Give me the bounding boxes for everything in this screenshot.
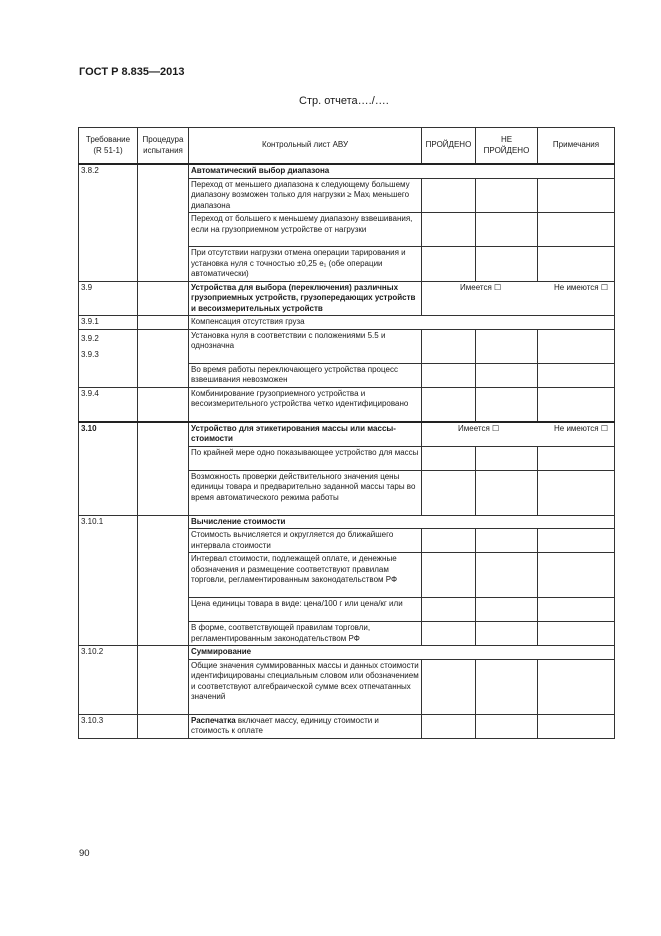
passed-cell[interactable]	[422, 446, 476, 470]
check-item: Общие значения суммированных массы и данных стоимости идентифицированы специальным словом или обозначением и соответствуют алгебраической сумме всех отпечатанных значений	[189, 659, 422, 714]
col-notes: Примечания	[538, 128, 615, 165]
presence-cell	[422, 422, 615, 447]
failed-cell[interactable]	[476, 553, 538, 598]
passed-cell[interactable]	[422, 363, 476, 387]
failed-cell[interactable]	[476, 598, 538, 622]
req-number: 3.10.1	[79, 515, 138, 646]
table-header	[79, 128, 615, 165]
notes-cell[interactable]	[538, 529, 615, 553]
check-item: Переход от меньшего диапазона к следующему большему диапазону возможен только для нагрузки ≥ Maxᵢ меньшего диапазона	[189, 178, 422, 213]
check-item: Комбинирование грузоприемного устройства и весоизмерительного устройства четко идентифицировано	[189, 387, 422, 422]
notes-cell[interactable]	[538, 178, 615, 213]
col-procedure: Процедура испытания	[138, 128, 189, 165]
procedure-cell	[138, 329, 189, 387]
notes-cell[interactable]	[538, 598, 615, 622]
standard-title: ГОСТ Р 8.835—2013	[79, 66, 185, 78]
failed-cell[interactable]	[476, 659, 538, 714]
check-item: Возможность проверки действительного значения цены единицы товара и предварительно заданной массы тары во время автоматического режима работы	[189, 470, 422, 515]
check-item: При отсутствии нагрузки отмена операции тарирования и установка нуля с точностью ±0,25 e₁ (обе операции автоматически)	[189, 247, 422, 282]
procedure-cell	[138, 515, 189, 646]
check-item	[189, 714, 422, 738]
report-page-ref: Стр. отчета…./….	[299, 95, 389, 107]
has-checkbox-label[interactable]: Имеется ☐	[458, 423, 500, 433]
procedure-cell	[138, 646, 189, 715]
procedure-cell	[138, 714, 189, 738]
passed-cell[interactable]	[422, 178, 476, 213]
passed-cell[interactable]	[422, 247, 476, 282]
col-requirement: Требование (R 51-1)	[79, 128, 138, 165]
req-number: 3.10.3	[79, 714, 138, 738]
notes-cell[interactable]	[538, 247, 615, 282]
procedure-cell	[138, 387, 189, 422]
table-row	[79, 164, 615, 178]
none-checkbox-label[interactable]: Не имеются ☐	[554, 423, 608, 433]
passed-cell[interactable]	[422, 714, 476, 738]
check-item: Стоимость вычисляется и округляется до ближайшего интервала стоимости	[189, 529, 422, 553]
section-title: Суммирование	[189, 646, 615, 660]
notes-cell[interactable]	[538, 213, 615, 247]
req-number: 3.9.1	[79, 316, 138, 330]
check-item: Установка нуля в соответствии с положениями 5.5 и однозначна	[189, 329, 422, 363]
notes-cell[interactable]	[538, 714, 615, 738]
failed-cell[interactable]	[476, 329, 538, 363]
notes-cell[interactable]	[538, 387, 615, 422]
table-row	[79, 646, 615, 660]
check-item: Интервал стоимости, подлежащей оплате, и денежные обозначения и размещение соответствуют правилам торговли, регламентированным законодательством РФ	[189, 553, 422, 598]
none-checkbox-label[interactable]: Не имеются ☐	[554, 282, 608, 292]
page-number: 90	[79, 848, 90, 859]
req-number: 3.9.4	[79, 387, 138, 422]
req-number	[79, 329, 138, 387]
presence-cell	[422, 281, 615, 316]
col-checklist: Контрольный лист АВУ	[189, 128, 422, 165]
printout-text: включает массу, единицу стоимости и стоимость к оплате	[191, 715, 379, 735]
check-item: По крайней мере одно показывающее устройство для массы	[189, 446, 422, 470]
failed-cell[interactable]	[476, 387, 538, 422]
passed-cell[interactable]	[422, 387, 476, 422]
col-passed: ПРОЙДЕНО	[422, 128, 476, 165]
req-number-a: 3.9.2	[81, 333, 99, 343]
table-row	[79, 316, 615, 330]
notes-cell[interactable]	[538, 622, 615, 646]
table-row	[79, 281, 615, 316]
notes-cell[interactable]	[538, 363, 615, 387]
failed-cell[interactable]	[476, 470, 538, 515]
checklist-table	[78, 127, 615, 739]
table-row	[79, 329, 615, 363]
failed-cell[interactable]	[476, 714, 538, 738]
procedure-cell	[138, 164, 189, 281]
req-number: 3.8.2	[79, 164, 138, 281]
check-item: Цена единицы товара в виде: цена/100 г или цена/кг или	[189, 598, 422, 622]
failed-cell[interactable]	[476, 446, 538, 470]
req-number-b: 3.9.3	[81, 350, 99, 359]
req-number: 3.10	[79, 422, 138, 516]
passed-cell[interactable]	[422, 553, 476, 598]
table-row	[79, 714, 615, 738]
failed-cell[interactable]	[476, 622, 538, 646]
table-row	[79, 422, 615, 447]
notes-cell[interactable]	[538, 553, 615, 598]
printout-bold-label: Распечатка	[191, 715, 236, 725]
notes-cell[interactable]	[538, 329, 615, 363]
passed-cell[interactable]	[422, 529, 476, 553]
passed-cell[interactable]	[422, 329, 476, 363]
failed-cell[interactable]	[476, 363, 538, 387]
failed-cell[interactable]	[476, 247, 538, 282]
notes-cell[interactable]	[538, 470, 615, 515]
table-row	[79, 387, 615, 422]
section-title: Устройство для этикетирования массы или массы-стоимости	[189, 422, 422, 447]
check-item: Переход от большего к меньшему диапазону взвешивания, если на грузоприемном устройстве от нагрузки	[189, 213, 422, 247]
procedure-cell	[138, 281, 189, 316]
check-item: Компенсация отсутствия груза	[189, 316, 615, 330]
failed-cell[interactable]	[476, 529, 538, 553]
failed-cell[interactable]	[476, 178, 538, 213]
passed-cell[interactable]	[422, 659, 476, 714]
req-number: 3.9	[79, 281, 138, 316]
check-item: Во время работы переключающего устройства процесс взвешивания невозможен	[189, 363, 422, 387]
failed-cell[interactable]	[476, 213, 538, 247]
req-number: 3.10.2	[79, 646, 138, 715]
procedure-cell	[138, 316, 189, 330]
notes-cell[interactable]	[538, 446, 615, 470]
passed-cell[interactable]	[422, 470, 476, 515]
check-item: В форме, соответствующей правилам торговли, регламентированным законодательством РФ	[189, 622, 422, 646]
section-title: Устройства для выбора (переключения) различных грузоприемных устройств, грузопередающих устройств и весоизмерительных устройств	[189, 281, 422, 316]
col-failed: НЕ ПРОЙДЕНО	[476, 128, 538, 165]
procedure-cell	[138, 422, 189, 516]
notes-cell[interactable]	[538, 659, 615, 714]
passed-cell[interactable]	[422, 622, 476, 646]
passed-cell[interactable]	[422, 598, 476, 622]
section-title: Автоматический выбор диапазона	[189, 164, 615, 178]
passed-cell[interactable]	[422, 213, 476, 247]
section-title: Вычисление стоимости	[189, 515, 615, 529]
has-checkbox-label[interactable]: Имеется ☐	[460, 282, 502, 292]
table-row	[79, 515, 615, 529]
